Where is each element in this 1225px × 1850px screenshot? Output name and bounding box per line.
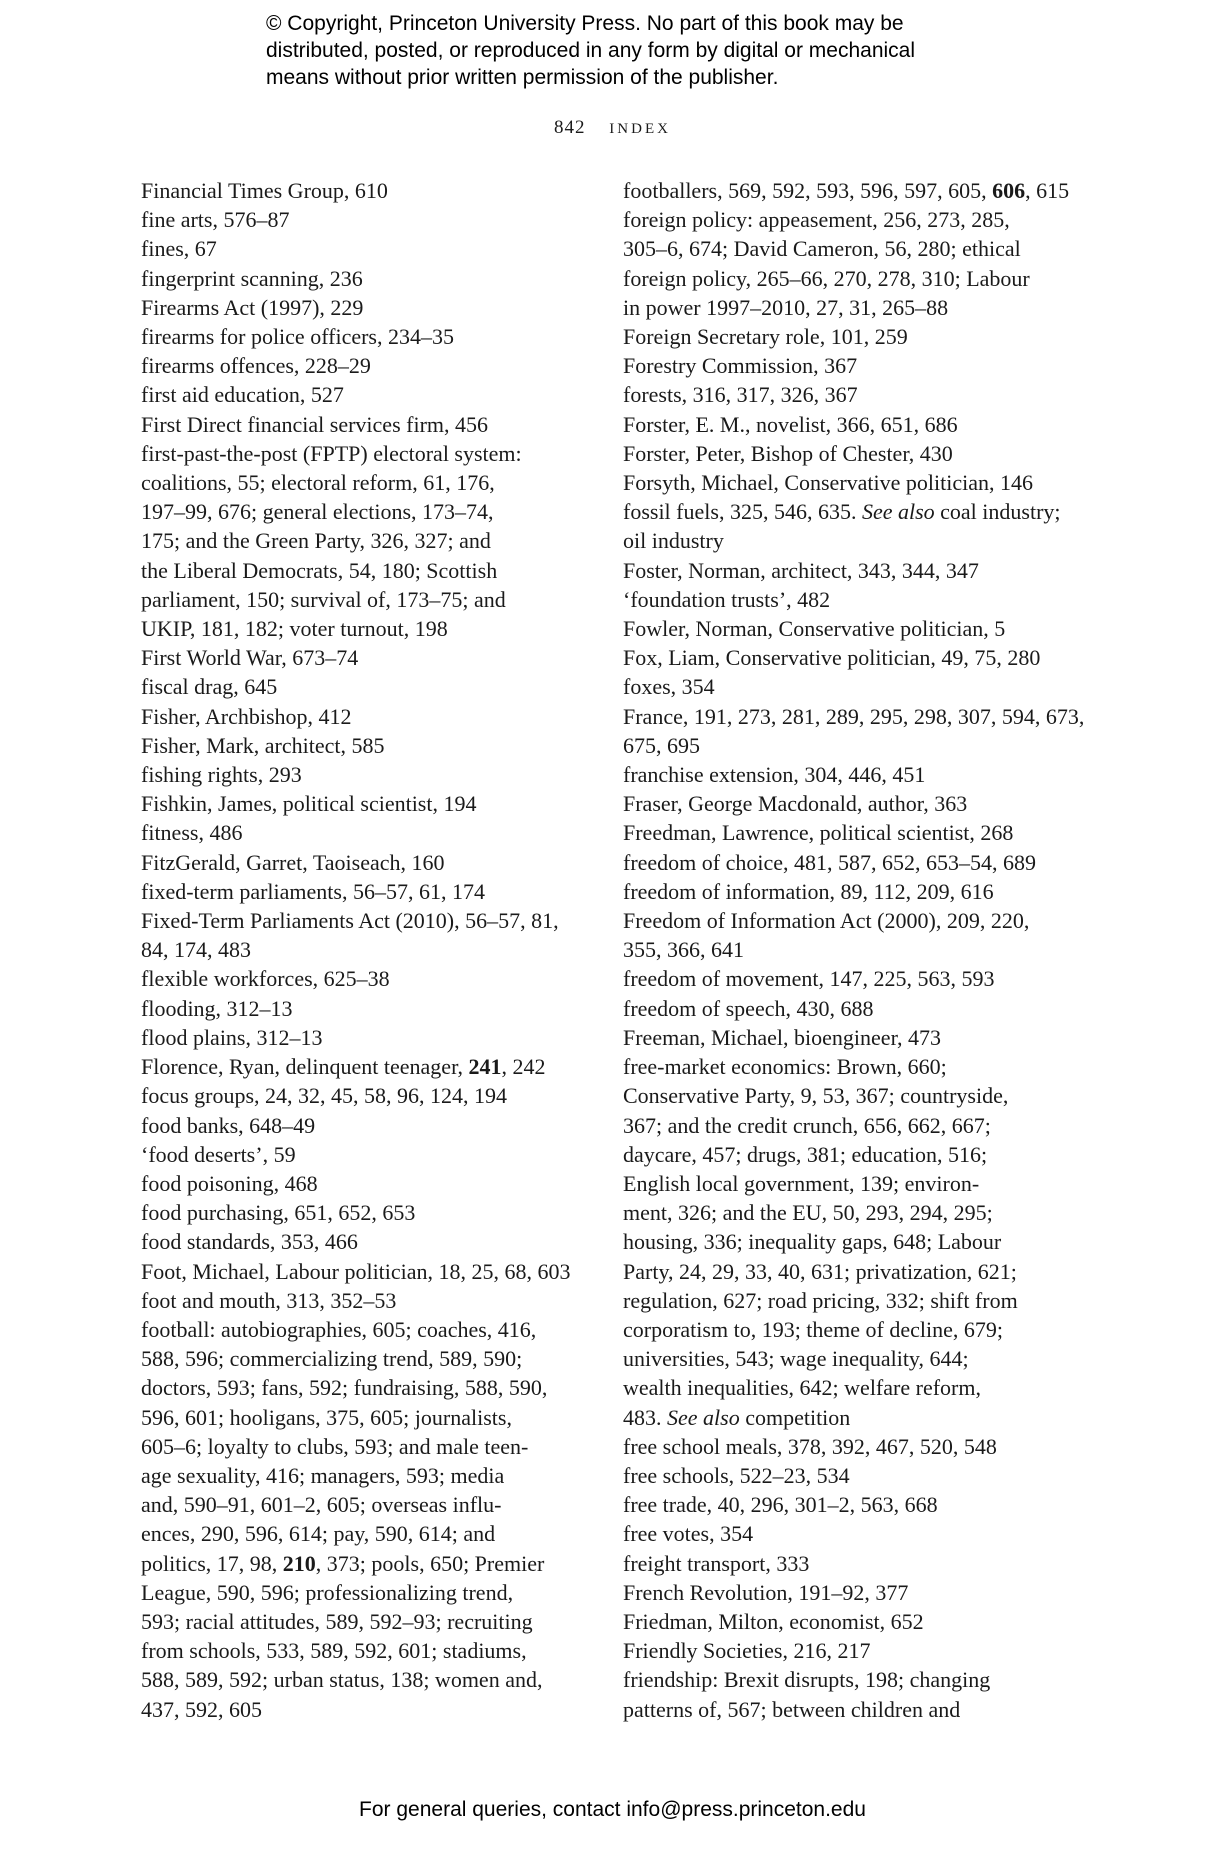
- index-entry: [141, 848, 581, 877]
- index-entry-line: fishing rights, 293: [141, 762, 302, 788]
- index-entry: [623, 1549, 1068, 1578]
- index-entry: [141, 760, 581, 789]
- index-entry-line: regulation, 627; road pricing, 332; shift from: [623, 1287, 1018, 1313]
- index-entry-line: coalitions, 55; electoral reform, 61, 176,: [141, 470, 495, 496]
- index-entry-line: firearms offences, 228–29: [141, 353, 371, 379]
- index-entry: [623, 818, 1068, 847]
- index-entry-line: 605–6; loyalty to clubs, 593; and male teen-: [141, 1433, 529, 1459]
- index-entry-line: Fishkin, James, political scientist, 194: [141, 791, 477, 817]
- index-entry: [141, 1286, 581, 1315]
- index-entry-line: Forsyth, Michael, Conservative politician, 146: [623, 470, 1033, 496]
- index-entry: [141, 410, 581, 439]
- index-entry-line: food purchasing, 651, 652, 653: [141, 1200, 416, 1226]
- index-entry-line: 588, 596; commercializing trend, 589, 590;: [141, 1346, 523, 1372]
- index-entry-line: doctors, 593; fans, 592; fundraising, 588, 590,: [141, 1375, 548, 1401]
- index-entry-line: franchise extension, 304, 446, 451: [623, 762, 926, 788]
- index-entry-line: 355, 366, 641: [623, 937, 744, 963]
- index-column-left: [141, 176, 581, 1724]
- footer-contact: For general queries, contact info@press.princeton.edu: [359, 1798, 866, 1821]
- index-entry-line: ‘foundation trusts’, 482: [623, 586, 831, 612]
- index-entry-line: First World War, 673–74: [141, 645, 359, 671]
- index-entry: [141, 176, 581, 205]
- index-entry-line: free schools, 522–23, 534: [623, 1462, 850, 1488]
- index-entry: [141, 877, 581, 906]
- index-entry: [623, 205, 1068, 322]
- index-entry: [623, 439, 1068, 468]
- index-entry: [623, 351, 1068, 380]
- index-entry: [623, 468, 1068, 497]
- index-entry-line: foreign policy: appeasement, 256, 273, 285,: [623, 207, 1010, 233]
- index-entry: [623, 760, 1068, 789]
- index-entry: [141, 994, 581, 1023]
- index-entry-line: Freedom of Information Act (2000), 209, 220,: [623, 908, 1030, 934]
- index-entry: [141, 264, 581, 293]
- index-entry: [141, 702, 581, 731]
- index-entry-line: Financial Times Group, 610: [141, 178, 388, 203]
- index-entry: [623, 1490, 1068, 1519]
- index-entry-line: from schools, 533, 589, 592, 601; stadiums,: [141, 1638, 527, 1664]
- index-entry-line: daycare, 457; drugs, 381; education, 516;: [623, 1141, 988, 1167]
- index-entry-line: food banks, 648–49: [141, 1112, 316, 1138]
- index-entry-line: firearms for police officers, 234–35: [141, 324, 454, 350]
- index-entry-line: ment, 326; and the EU, 50, 293, 294, 295;: [623, 1200, 993, 1226]
- index-entry-line: the Liberal Democrats, 54, 180; Scottish: [141, 557, 498, 583]
- index-entry-line: ‘food deserts’, 59: [141, 1141, 296, 1167]
- index-entry: [623, 1052, 1068, 1432]
- index-entry: [141, 1198, 581, 1227]
- index-entry: [141, 293, 581, 322]
- index-entry-line: Fraser, George Macdonald, author, 363: [623, 791, 968, 817]
- index-entry-line: freedom of information, 89, 112, 209, 616: [623, 878, 994, 904]
- index-entry: [141, 1227, 581, 1256]
- index-entry: [623, 1607, 1068, 1636]
- index-entry-line: French Revolution, 191–92, 377: [623, 1579, 909, 1605]
- index-entry-line: food standards, 353, 466: [141, 1229, 358, 1255]
- index-entry: [623, 1519, 1068, 1548]
- index-entry: [141, 1081, 581, 1110]
- index-entry: [141, 1169, 581, 1198]
- index-entry-line: age sexuality, 416; managers, 593; media: [141, 1462, 505, 1488]
- index-entry: [623, 1578, 1068, 1607]
- index-entry-line: universities, 543; wage inequality, 644;: [623, 1346, 969, 1372]
- index-entry-line: France, 191, 273, 281, 289, 295, 298, 307, 594, 673,: [623, 703, 1085, 729]
- index-entry-line: 596, 601; hooligans, 375, 605; journalists,: [141, 1404, 512, 1430]
- index-entry-line: freedom of choice, 481, 587, 652, 653–54, 689: [623, 849, 1037, 875]
- copyright-notice: [266, 10, 986, 91]
- index-entry-line: Fisher, Mark, architect, 585: [141, 732, 385, 758]
- index-entry: [141, 1023, 581, 1052]
- index-entry: [623, 848, 1068, 877]
- copyright-line: means without prior written permission of the publisher.: [266, 66, 779, 89]
- index-entry-line: food poisoning, 468: [141, 1170, 318, 1196]
- index-entry-line: Firearms Act (1997), 229: [141, 294, 364, 320]
- index-entry-line: Fixed-Term Parliaments Act (2010), 56–57, 81,: [141, 908, 559, 934]
- index-entry-line: Fisher, Archbishop, 412: [141, 703, 352, 729]
- index-entry-line: freight transport, 333: [623, 1550, 810, 1576]
- index-entry-line: forests, 316, 317, 326, 367: [623, 382, 858, 408]
- copyright-line: distributed, posted, or reproduced in any form by digital or mechanical: [266, 39, 916, 62]
- index-entry: [623, 585, 1068, 614]
- index-entry: [141, 789, 581, 818]
- index-entry: [623, 322, 1068, 351]
- index-entry-line: fines, 67: [141, 236, 217, 262]
- index-entry: [623, 1636, 1068, 1665]
- index-entry-line: English local government, 139; environ-: [623, 1170, 980, 1196]
- index-entry: [623, 1665, 1068, 1723]
- index-entry: [623, 643, 1068, 672]
- index-entry-line: housing, 336; inequality gaps, 648; Labour: [623, 1229, 1002, 1255]
- index-entry: [623, 672, 1068, 701]
- index-entry: [623, 789, 1068, 818]
- page-title: index: [609, 114, 671, 138]
- index-entry: [141, 906, 581, 964]
- index-entry-line: and, 590–91, 601–2, 605; overseas influ-: [141, 1492, 502, 1518]
- index-entry-line: 437, 592, 605: [141, 1696, 262, 1722]
- index-entry-line: Forestry Commission, 367: [623, 353, 858, 379]
- index-entry: [623, 877, 1068, 906]
- index-entry-line: 588, 589, 592; urban status, 138; women and,: [141, 1667, 543, 1693]
- index-entry-line: Conservative Party, 9, 53, 367; countryside,: [623, 1083, 1009, 1109]
- index-entry-line: freedom of speech, 430, 688: [623, 995, 874, 1021]
- index-entry-line: 675, 695: [623, 732, 700, 758]
- index-entry-line: First Direct financial services firm, 456: [141, 411, 489, 437]
- index-entry-line: fine arts, 576–87: [141, 207, 290, 233]
- index-entry-line: Foreign Secretary role, 101, 259: [623, 324, 908, 350]
- index-entry-line: Party, 24, 29, 33, 40, 631; privatization, 621;: [623, 1258, 1017, 1284]
- index-entry-line: fitness, 486: [141, 820, 243, 846]
- index-entry-line: fossil fuels, 325, 546, 635. See also coal industry;: [623, 499, 1061, 525]
- index-entry-line: corporatism to, 193; theme of decline, 679;: [623, 1316, 1004, 1342]
- index-entry: [141, 351, 581, 380]
- index-entry: [623, 497, 1068, 555]
- index-entry: [623, 176, 1068, 205]
- index-entry: [141, 322, 581, 351]
- index-entry: [623, 380, 1068, 409]
- index-entry: [623, 614, 1068, 643]
- index-entry-line: League, 590, 596; professionalizing trend,: [141, 1579, 514, 1605]
- index-entry-line: foreign policy, 265–66, 270, 278, 310; Labour: [623, 265, 1030, 291]
- index-entry-line: first-past-the-post (FPTP) electoral system:: [141, 440, 522, 466]
- index-entry-line: Fowler, Norman, Conservative politician, 5: [623, 616, 1006, 642]
- index-entry: [141, 1052, 581, 1081]
- copyright-line: © Copyright, Princeton University Press. No part of this book may be: [266, 12, 904, 35]
- index-entry: [141, 205, 581, 234]
- index-entry-line: oil industry: [623, 528, 724, 554]
- index-entry: [141, 643, 581, 672]
- index-entry-line: 175; and the Green Party, 326, 327; and: [141, 528, 491, 554]
- index-entry-line: free trade, 40, 296, 301–2, 563, 668: [623, 1492, 938, 1518]
- index-entry-line: fiscal drag, 645: [141, 674, 278, 700]
- index-entry: [623, 410, 1068, 439]
- running-head: [0, 114, 1225, 139]
- index-entry: [623, 1432, 1068, 1461]
- index-entry-line: flexible workforces, 625–38: [141, 966, 390, 992]
- page-number: 842: [554, 117, 586, 138]
- index-entry: [141, 964, 581, 993]
- index-entry-line: freedom of movement, 147, 225, 563, 593: [623, 966, 995, 992]
- index-entry-line: footballers, 569, 592, 593, 596, 597, 605, 606, 615: [623, 178, 1070, 203]
- index-entry-line: Freeman, Michael, bioengineer, 473: [623, 1024, 942, 1050]
- index-entry-line: first aid education, 527: [141, 382, 344, 408]
- index-entry-line: flood plains, 312–13: [141, 1024, 323, 1050]
- index-entry-line: friendship: Brexit disrupts, 198; changing: [623, 1667, 991, 1693]
- index-entry-line: Foster, Norman, architect, 343, 344, 347: [623, 557, 979, 583]
- index-entry: [141, 818, 581, 847]
- index-entry-line: 197–99, 676; general elections, 173–74,: [141, 499, 494, 525]
- index-entry: [141, 672, 581, 701]
- index-entry-line: Foot, Michael, Labour politician, 18, 25, 68, 603: [141, 1258, 571, 1284]
- index-entry-line: 483. See also competition: [623, 1404, 851, 1430]
- index-entry: [623, 1023, 1068, 1052]
- index-entry: [141, 234, 581, 263]
- index-entry: [141, 1315, 581, 1724]
- index-entry-line: Florence, Ryan, delinquent teenager, 241, 242: [141, 1054, 546, 1080]
- index-entry-line: free-market economics: Brown, 660;: [623, 1054, 947, 1080]
- index-entry-line: Freedman, Lawrence, political scientist, 268: [623, 820, 1014, 846]
- index-entry-line: 305–6, 674; David Cameron, 56, 280; ethical: [623, 236, 1021, 262]
- index-entry-line: 593; racial attitudes, 589, 592–93; recruiting: [141, 1608, 533, 1634]
- index-entry: [623, 556, 1068, 585]
- index-column-right: [623, 176, 1085, 1724]
- index-entry-line: foxes, 354: [623, 674, 715, 700]
- index-entry-line: 367; and the credit crunch, 656, 662, 667;: [623, 1112, 991, 1138]
- index-entry-line: Friedman, Milton, economist, 652: [623, 1608, 924, 1634]
- index-entry-line: patterns of, 567; between children and: [623, 1696, 961, 1722]
- index-entry-line: Forster, E. M., novelist, 366, 651, 686: [623, 411, 958, 437]
- index-entry: [141, 380, 581, 409]
- index-entry-line: foot and mouth, 313, 352–53: [141, 1287, 397, 1313]
- index-entry-line: flooding, 312–13: [141, 995, 293, 1021]
- index-entry: [141, 1111, 581, 1140]
- index-entry: [623, 1461, 1068, 1490]
- index-entry-line: ences, 290, 596, 614; pay, 590, 614; and: [141, 1521, 496, 1547]
- index-entry: [141, 1257, 581, 1286]
- index-entry-line: Forster, Peter, Bishop of Chester, 430: [623, 440, 953, 466]
- index-entry-line: football: autobiographies, 605; coaches, 416,: [141, 1316, 537, 1342]
- index-entry-line: free votes, 354: [623, 1521, 754, 1547]
- index-entry-line: wealth inequalities, 642; welfare reform,: [623, 1375, 981, 1401]
- index-entry-line: in power 1997–2010, 27, 31, 265–88: [623, 294, 949, 320]
- index-entry-line: FitzGerald, Garret, Taoiseach, 160: [141, 849, 445, 875]
- index-entry-line: fingerprint scanning, 236: [141, 265, 363, 291]
- index-entry: [141, 731, 581, 760]
- index-entry: [623, 906, 1068, 964]
- index-entry-line: Friendly Societies, 216, 217: [623, 1638, 871, 1664]
- index-entry: [141, 439, 581, 643]
- index-entry-line: free school meals, 378, 392, 467, 520, 548: [623, 1433, 997, 1459]
- index-entry-line: focus groups, 24, 32, 45, 58, 96, 124, 194: [141, 1083, 508, 1109]
- index-entry: [623, 964, 1068, 993]
- index-entry-line: politics, 17, 98, 210, 373; pools, 650; Premier: [141, 1550, 545, 1576]
- index-entry: [623, 702, 1085, 760]
- index-entry: [141, 1140, 581, 1169]
- index-entry-line: 84, 174, 483: [141, 937, 251, 963]
- index-entry-line: Fox, Liam, Conservative politician, 49, 75, 280: [623, 645, 1041, 671]
- index-entry-line: UKIP, 181, 182; voter turnout, 198: [141, 616, 448, 642]
- index-entry-line: parliament, 150; survival of, 173–75; and: [141, 586, 506, 612]
- index-entry-line: fixed-term parliaments, 56–57, 61, 174: [141, 878, 485, 904]
- index-entry: [623, 994, 1068, 1023]
